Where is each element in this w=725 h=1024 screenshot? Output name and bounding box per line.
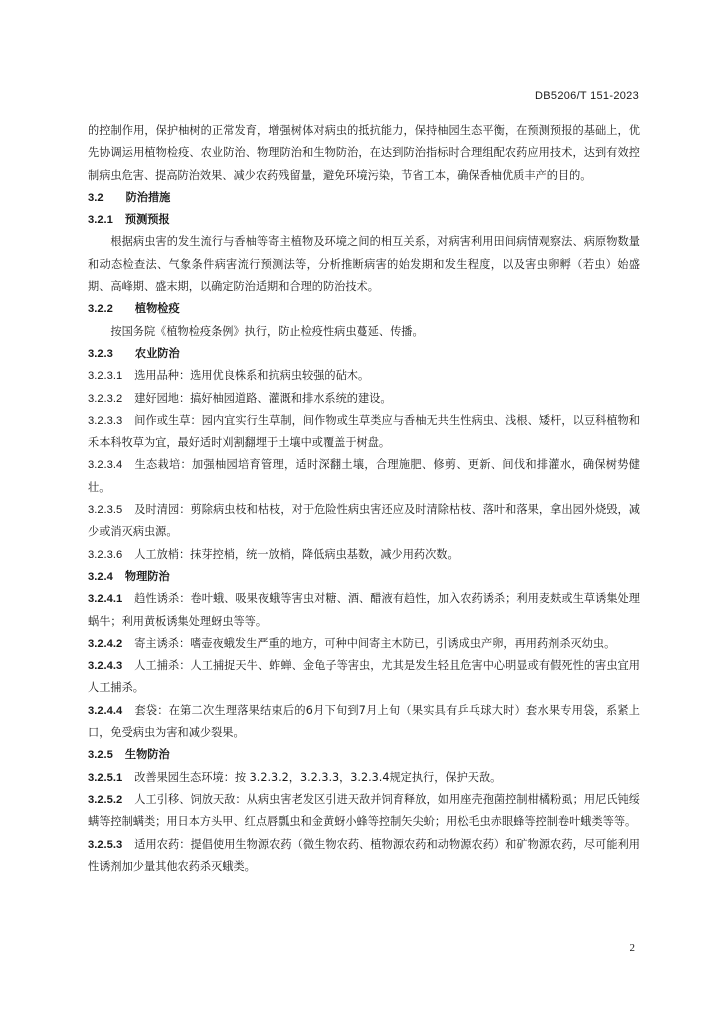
item-number: 3.2.4.1 bbox=[88, 593, 123, 606]
heading-title: 防治措施 bbox=[125, 190, 171, 204]
heading-title: 植物检疫 bbox=[134, 302, 180, 316]
paragraph-3-2-1: 根据病虫害的发生流行与香柚等寄主植物及环境之间的相互关系，对病害利用田间病情观察法、病原物数量和动态检查法、气象条件病害流行预测法等，分析推断病害的始发期和发生程度，以及害虫卵孵（若虫）始盛期、高峰期、盛末期，以确定防治适期和合理的防治技术。 bbox=[88, 235, 640, 294]
list-item-3-2-5-3 bbox=[88, 834, 640, 879]
list-item-3-2-3-1 bbox=[88, 365, 640, 387]
item-text: 套袋：在第二次生理落果结束后的6月下旬到7月上旬（果实具有乒乓球大时）套水果专用袋，系紧上口，免受病虫为害和减少裂果。 bbox=[88, 703, 640, 740]
list-item-3-2-4-4 bbox=[88, 700, 640, 745]
heading-number: 3.2.3 bbox=[88, 347, 113, 360]
item-number: 3.2.4.2 bbox=[88, 637, 123, 650]
heading-title: 物理防治 bbox=[124, 569, 170, 583]
item-number: 3.2.3.4 bbox=[88, 459, 123, 472]
heading-title: 农业防治 bbox=[134, 346, 180, 360]
page-number: 2 bbox=[629, 942, 635, 954]
list-item-3-2-3-6 bbox=[88, 544, 640, 566]
list-item-3-2-3-3 bbox=[88, 410, 640, 455]
list-item-3-2-5-2 bbox=[88, 789, 640, 834]
item-number: 3.2.3.6 bbox=[88, 548, 123, 561]
item-number: 3.2.3.3 bbox=[88, 414, 123, 427]
item-text: 人工放梢：抹芽控梢，统一放梢，降低病虫基数，减少用药次数。 bbox=[134, 547, 459, 561]
list-item-3-2-4-2 bbox=[88, 633, 640, 655]
heading-3-2-5 bbox=[88, 744, 640, 766]
document-code: DB5206/T 151-2023 bbox=[535, 90, 639, 102]
heading-3-2-1 bbox=[88, 209, 640, 231]
intro-paragraph: 的控制作用，保护柚树的正常发育，增强树体对病虫的抵抗能力，保持柚园生态平衡，在预测预报的基础上，优先协调运用植物检疫、农业防治、物理防治和生物防治，在达到防治指标时合理组配农药应用技术，达到有效控制病虫危害、提高防治效果、减少农药残留量，避免环境污染，节省工本，确保香柚优质丰产的目的。 bbox=[88, 124, 640, 182]
item-number: 3.2.5.2 bbox=[88, 793, 123, 806]
item-number: 3.2.5.1 bbox=[88, 771, 123, 784]
heading-3-2-3 bbox=[88, 343, 640, 365]
document-body bbox=[88, 120, 640, 878]
heading-title: 预测预报 bbox=[124, 213, 170, 227]
list-item-3-2-3-2 bbox=[88, 388, 640, 410]
list-item-3-2-3-5 bbox=[88, 499, 640, 544]
heading-number: 3.2.5 bbox=[88, 749, 113, 762]
item-number: 3.2.4.4 bbox=[88, 704, 123, 717]
item-text: 建好园地：搞好柚园道路、灌溉和排水系统的建设。 bbox=[134, 391, 392, 405]
item-text: 人工引移、饲放天敌：从病虫害老发区引进天敌并饲育释放，如用座壳孢菌控制柑橘粉虱；用尼氏钝绥螨等控制螨类；用日本方头甲、红点唇瓢虫和金黄蚜小蜂等控制矢尖蚧；用松毛虫赤眼蜂等控制卷叶蛾类等等。 bbox=[88, 792, 640, 829]
heading-3-2 bbox=[88, 187, 640, 209]
item-number: 3.2.3.5 bbox=[88, 504, 123, 517]
heading-3-2-2 bbox=[88, 298, 640, 320]
item-text: 间作或生草：园内宜实行生草制，间作物或生草类应与香柚无共生性病虫、浅根、矮杆，以豆科植物和禾本科牧草为宜，最好适时刈割翻埋于土壤中或覆盖于树盘。 bbox=[88, 413, 640, 450]
heading-title: 生物防治 bbox=[124, 748, 170, 762]
paragraph-3-2-2: 按国务院《植物检疫条例》执行，防止检疫性病虫蔓延、传播。 bbox=[110, 324, 424, 338]
heading-number: 3.2.4 bbox=[88, 570, 113, 583]
item-text: 选用品种：选用优良株系和抗病虫较强的砧木。 bbox=[134, 369, 370, 383]
item-text: 人工捕杀：人工捕捉天牛、蚱蝉、金龟子等害虫，尤其是发生轻且危害中心明显或有假死性的害虫宜用人工捕杀。 bbox=[88, 659, 640, 695]
item-text: 生态栽培：加强柚园培育管理，适时深翻土壤，合理施肥、修剪、更新、间伐和排灌水，确保树势健壮。 bbox=[88, 458, 640, 494]
list-item-3-2-4-3 bbox=[88, 655, 640, 700]
item-text: 寄主诱杀：嗜壶夜蛾发生严重的地方，可种中间寄主木防已，引诱成虫产卵，再用药剂杀灭幼虫。 bbox=[134, 636, 616, 650]
list-item-3-2-3-4 bbox=[88, 454, 640, 499]
heading-number: 3.2 bbox=[88, 191, 104, 204]
item-text: 趋性诱杀：卷叶蛾、吸果夜蛾等害虫对糖、酒、醋液有趋性，加入农药诱杀；利用麦麸或生草诱集处理蜗牛；利用黄板诱集处理蚜虫等等。 bbox=[88, 592, 640, 628]
heading-number: 3.2.2 bbox=[88, 303, 113, 316]
item-number: 3.2.3.2 bbox=[88, 392, 123, 405]
item-text: 适用农药：提倡使用生物源农药（微生物农药、植物源农药和动物源农药）和矿物源农药，尽可能利用性诱剂加少量其他农药杀灭蛾类。 bbox=[88, 837, 640, 873]
heading-3-2-4 bbox=[88, 566, 640, 588]
item-number: 3.2.3.1 bbox=[88, 370, 123, 383]
list-item-3-2-5-1 bbox=[88, 767, 640, 789]
item-text: 及时清园：剪除病虫枝和枯枝，对于危险性病虫害还应及时清除枯枝、落叶和落果，拿出园外烧毁，减少或消灭病虫源。 bbox=[88, 503, 640, 539]
list-item-3-2-4-1 bbox=[88, 588, 640, 633]
item-number: 3.2.4.3 bbox=[88, 660, 123, 673]
item-number: 3.2.5.3 bbox=[88, 838, 123, 851]
item-text: 改善果园生态环境：按 3.2.3.2，3.2.3.3，3.2.3.4规定执行，保护天敌。 bbox=[134, 770, 502, 784]
heading-number: 3.2.1 bbox=[88, 214, 113, 227]
